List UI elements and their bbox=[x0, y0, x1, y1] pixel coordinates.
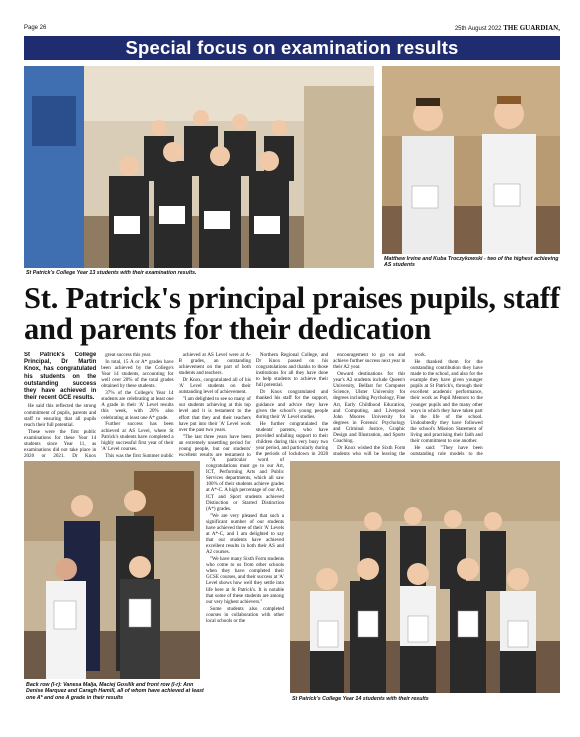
article-paragraph: "The last three years have been an extremely unsettling period for young people, but our students' excellent results are testament to bbox=[178, 433, 251, 457]
article-column-middle bbox=[206, 457, 284, 677]
article-paragraph: 37% of the College's Year 14 students are celebrating at least one A grade in their 'A' Level results this week, with 20% also celebrating at least one A* grade. bbox=[101, 390, 174, 421]
article-paragraph: He further congratulated the students' parents, who have provided unfailing support to their children during this very busy two year period, and particularly during the periods of lockdown in 2020 bbox=[255, 420, 329, 457]
article-paragraph: encouragement to go on and achieve further success next year in their A2 year. bbox=[333, 352, 406, 371]
article-paragraph: "We have many Sixth Form students who come to us from other schools when they have completed their GCSE courses, and their success at 'A' Level shows how well they settle into life here at St Patrick's. It is notable that some of these students are among our very highest achievers." bbox=[206, 556, 284, 605]
page-date-brand bbox=[455, 24, 560, 32]
article-column-7-spacer bbox=[488, 352, 560, 457]
article-paragraph: In total, 15 A or A* grades have been achieved by the College's Year 14 students, accounting for well over 20% of the total grades obtained by these students. bbox=[101, 358, 174, 390]
article-paragraph: great success this year. bbox=[105, 352, 152, 358]
article-paragraph: Dr Knox, congratulated all of his 'A' Level students on their outstanding level of achievement. bbox=[178, 377, 251, 396]
article-paragraph: He said: "They have been outstanding role models to the bbox=[410, 445, 483, 457]
photo-year14-group bbox=[290, 461, 560, 693]
article-paragraph: work. bbox=[414, 352, 427, 358]
article-paragraph: He said this reflected the strong commitment of pupils, parents and staff to ensuring that all pupils reach their full potential. bbox=[24, 403, 97, 428]
page-number: Page 26 bbox=[24, 25, 47, 31]
page-header bbox=[24, 22, 560, 34]
article-paragraph: Some students also completed courses in collaboration with other local schools or the bbox=[206, 605, 284, 624]
article-column-3 bbox=[179, 352, 251, 457]
article-paragraph: achieved at AS Level were at A-B grades, an outstanding achievement on the part of both students and teachers. bbox=[178, 352, 251, 377]
publication-name: THE GUARDIAN, bbox=[503, 24, 560, 32]
article-paragraph: Northern Regional College, and Dr Knox passed on his congratulations and thanks to those institutions for all they have done to help students to achieve their full potential. bbox=[255, 352, 329, 389]
article-paragraph: "A particular word of congratulations must go to our Art, ICT, Performing Arts and Public Services departments, which all saw 100% of their students achieve grades at A*-C. A high percentage of our Art, ICT and Sport students achieved Distinction or Starred Distinction (A*) grades. bbox=[206, 457, 284, 512]
article-column-6 bbox=[410, 352, 482, 457]
article-lead: St Patrick's College Principal, Dr Martin Knox, has congratulated his students on the outstanding success they have achieved in their recent GCE results. bbox=[24, 352, 97, 402]
article-paragraph: Dr Knox congratulated and thanked his staff for the support, guidance and advice they have given the school's young people during their 'A' Level studies. bbox=[255, 389, 329, 420]
section-banner bbox=[24, 36, 560, 60]
photo-caption-four-students: Back row (l-r): Vanesa Malja, Maciej Gosilik and front row (l-r): Ann Denise Marquez and Caragh Hamill, all of whom have achieved at least one A* and one A grade in their results bbox=[26, 682, 204, 701]
article-column-2 bbox=[101, 352, 173, 457]
article-body bbox=[24, 352, 560, 457]
photo-four-students bbox=[24, 461, 200, 679]
section-banner-title: Special focus on examination results bbox=[125, 37, 459, 58]
photo-year13-group bbox=[24, 66, 374, 268]
article-paragraph: "I am delighted to see so many of our students achieving at this top level and it is testament to the effort that they and their teachers have put into their 'A' Level work over the past two years. bbox=[178, 396, 251, 433]
article-headline: St. Patrick's principal praises pupils, staff and parents for their dedication bbox=[24, 281, 560, 346]
article-paragraph: He thanked them for the outstanding contribution they have made to the school, and also for the example they have given younger pupils at St Patrick's, through their excellent academic performance, their work as Pupil Mentors to the younger pupils and the many other ways in which they have taken part in the life of the school. Undoubtedly they have followed the school's Mission Statement of living and practising their faith and their commitment to one another. bbox=[410, 358, 483, 445]
article-column-1 bbox=[24, 352, 96, 457]
photo-caption-year13: St Patrick's College Year 13 students with their examination results. bbox=[26, 270, 197, 276]
article-column-4 bbox=[256, 352, 328, 457]
article-paragraph: Dr Knox wished the Sixth Form students who will be leaving the bbox=[333, 445, 406, 457]
article-paragraph: "We are very pleased that such a significant number of our students have achieved three of their 'A' Levels at A*-C, and I am delighted to say that our students have achieved excellent results in both their AS and A2 courses. bbox=[206, 512, 284, 556]
article-paragraph: Onward destinations for this year's A2 students include Queen's University, Belfast for Computer Science, Ulster University for degrees including Psychology, Fine Art, Early Childhood Education, and Computing, and Liverpool John Moores University for degrees in Forensic Psychology and Criminal Justice, Graphic Design and Illustration, and Sports Coaching. bbox=[333, 371, 406, 445]
article-paragraph: These were the first public examinations for these Year 14 students since Year 11, as examinations did not take place in 2020 or 2021. Dr Knox bbox=[24, 428, 97, 457]
article-column-5 bbox=[333, 352, 405, 457]
photo-caption-as-students: Matthew Irvine and Kuba Troczykowski - two of the highest achieving AS students bbox=[384, 256, 559, 269]
article-paragraph: This was the first Summer public bbox=[105, 452, 174, 457]
article-paragraph: Further success has been achieved at AS Level, where St Patrick's students have completed a highly successful first year of their 'A' Level courses. bbox=[101, 421, 174, 452]
photo-as-students bbox=[382, 66, 560, 254]
page-date: 25th August 2022 bbox=[454, 26, 502, 32]
photo-caption-year14: St Patrick's College Year 14 students with their results bbox=[292, 696, 429, 702]
